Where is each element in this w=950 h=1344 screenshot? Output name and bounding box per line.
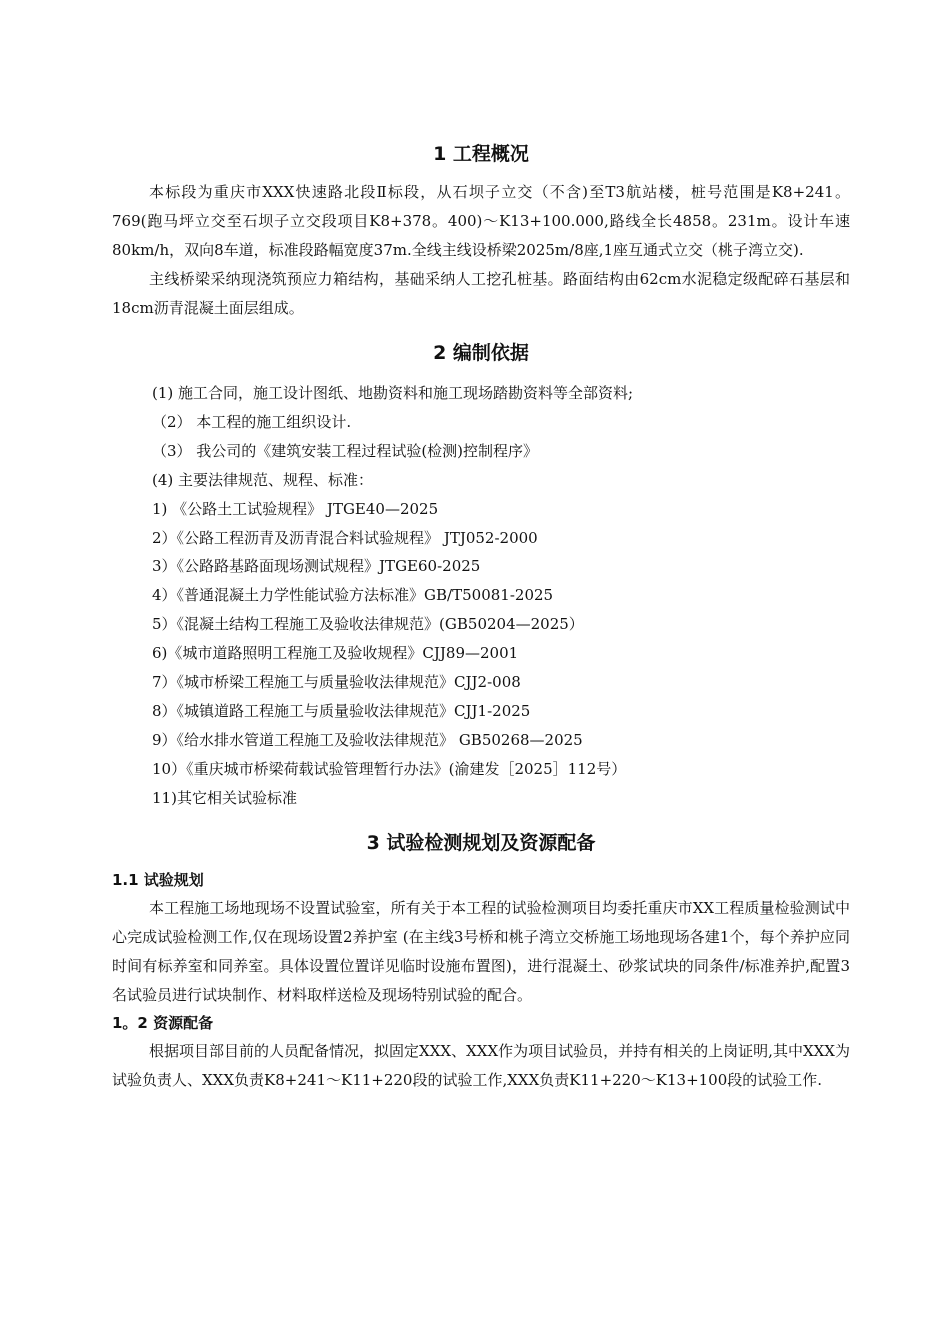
document-content [112, 136, 850, 1095]
list-item: 2）《公路工程沥青及沥青混合料试验规程》 JTJ052-2000 [152, 528, 538, 547]
list-item: 1) 《公路土工试验规程》 JTGE40—2025 [152, 499, 439, 518]
list-item: 6)《城市道路照明工程施工及验收规程》CJJ89—2001 [152, 644, 519, 663]
list-item: （2） 本工程的施工组织设计. [152, 412, 352, 431]
subsection-1-2-title: 1。2 资源配备 [112, 1013, 214, 1032]
list-item: 11)其它相关试验标准 [152, 788, 297, 807]
list-item: （3） 我公司的《建筑安装工程过程试验(检测)控制程序》 [152, 441, 539, 460]
list-item: 9）《给水排水管道工程施工及验收法律规范》 GB50268—2025 [152, 730, 583, 749]
section-1-title: 1 工程概况 [433, 143, 529, 165]
section-1-paragraph-2: 主线桥梁采纳现浇筑预应力箱结构，基础采纳人工挖孔桩基。路面结构由62cm水泥稳定级配碎石基层和18cm沥青混凝土面层组成。 [112, 270, 850, 317]
list-item: 8）《城镇道路工程施工与质量验收法律规范》CJJ1-2025 [152, 701, 531, 720]
list-item: 3）《公路路基路面现场测试规程》JTGE60-2025 [152, 557, 481, 576]
reference-list [112, 379, 850, 813]
list-item: 7）《城市桥梁工程施工与质量验收法律规范》CJJ2-008 [152, 673, 521, 692]
subsection-1-1-text: 本工程施工场地现场不设置试验室，所有关于本工程的试验检测项目均委托重庆市XX工程质量检验测试中心完成试验检测工作,仅在现场设置2养护室 (在主线3号桥和桃子湾立交桥施工场地现场各建1个，每个养护应同时间有标养室和同养室。具体设置位置详见临时设施布置图)，进行混凝土、砂浆试块的同条件/标准养护,配置3名试验员进行试块制作、材料取样送检及现场特别试验的配合。 [112, 898, 850, 1004]
list-item: 4）《普通混凝土力学性能试验方法标准》GB/T50081-2025 [152, 586, 554, 605]
section-2-title: 2 编制依据 [433, 342, 529, 364]
list-item: 10）《重庆城市桥梁荷载试验管理暂行办法》(渝建发［2025］112号） [152, 759, 627, 778]
section-1-paragraph-1: 本标段为重庆市XXX快速路北段Ⅱ标段，从石坝子立交（不含)至T3航站楼，桩号范围是K8+241。769(跑马坪立交至石坝子立交段项目K8+378。400)～K13+100.000,路线全长4858。231m。设计车速80km/h，双向8车道，标准段路幅宽度37m.全线主线设桥梁2025m/8座,1座互通式立交（桃子湾立交). [112, 183, 850, 259]
list-item: (1) 施工合同，施工设计图纸、地勘资料和施工现场踏勘资料等全部资料; [152, 384, 634, 402]
subsection-1-2-text: 根据项目部目前的人员配备情况，拟固定XXX、XXX作为项目试验员，并持有相关的上岗证明,其中XXX为试验负责人、XXX负责K8+241～K11+220段的试验工作,XXX负责K11+220～K13+100段的试验工作. [112, 1041, 850, 1089]
list-item: (4) 主要法律规范、规程、标准： [152, 470, 374, 489]
list-item: 5）《混凝土结构工程施工及验收法律规范》(GB50204—2025） [152, 615, 584, 634]
section-3-title: 3 试验检测规划及资源配备 [366, 831, 596, 854]
subsection-1-1-title: 1.1 试验规划 [112, 870, 204, 889]
